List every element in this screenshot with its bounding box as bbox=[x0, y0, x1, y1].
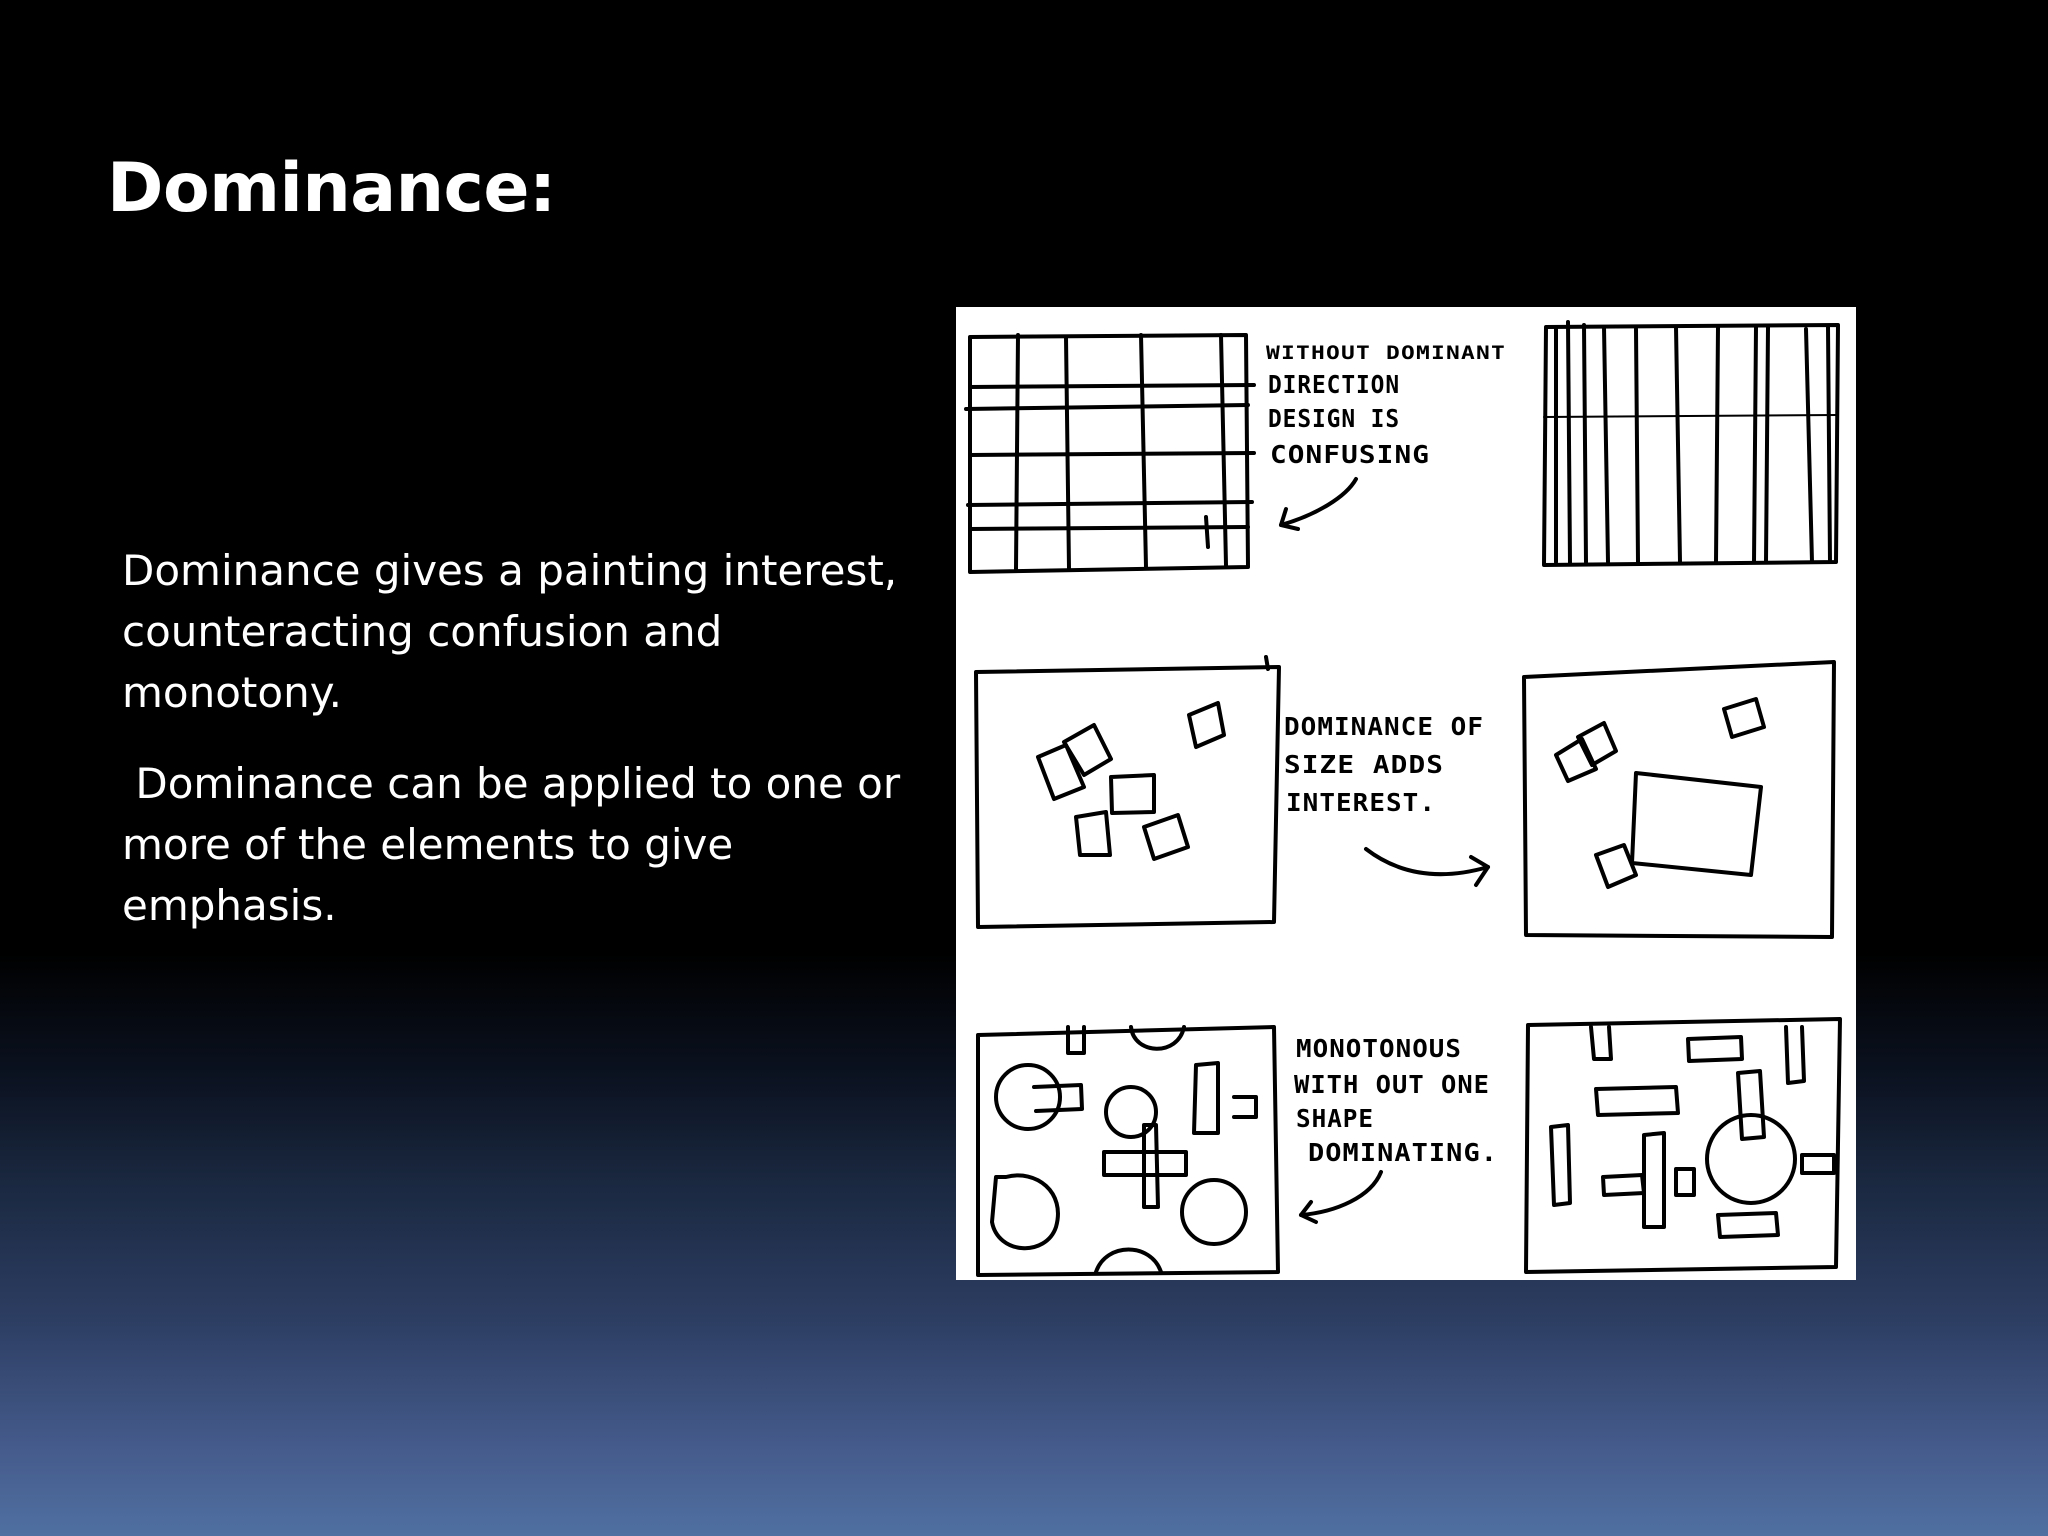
svg-text:WITHOUT DOMINANT: WITHOUT DOMINANT bbox=[1266, 342, 1506, 364]
arrow-direction bbox=[1281, 479, 1356, 525]
dominance-sketch-illustration bbox=[956, 307, 1856, 1280]
svg-text:DESIGN IS: DESIGN IS bbox=[1268, 404, 1400, 433]
dominant-shape-sketch bbox=[1526, 1019, 1840, 1272]
svg-text:SHAPE: SHAPE bbox=[1296, 1104, 1374, 1133]
annotation-shape bbox=[1294, 1034, 1498, 1167]
small-shapes-sketch bbox=[976, 657, 1279, 927]
svg-text:WITH OUT ONE: WITH OUT ONE bbox=[1294, 1070, 1490, 1099]
paragraph-emphasis: Dominance can be applied to one or more of the elements to give emphasis. bbox=[122, 759, 914, 930]
sketch-drawing bbox=[956, 307, 1856, 1280]
paragraph-interest: Dominance gives a painting interest, counteracting confusion and monotony. bbox=[122, 546, 911, 717]
slide-title: Dominance: bbox=[107, 149, 556, 228]
body-text bbox=[122, 540, 922, 966]
svg-text:DIRECTION: DIRECTION bbox=[1268, 370, 1400, 399]
svg-text:CONFUSING: CONFUSING bbox=[1270, 440, 1430, 469]
monotonous-shapes-sketch bbox=[978, 1027, 1278, 1275]
vertical-lines-sketch bbox=[1544, 322, 1838, 565]
annotation-size bbox=[1284, 712, 1484, 817]
arrow-size bbox=[1366, 849, 1488, 874]
annotation-direction bbox=[1266, 342, 1506, 469]
arrow-shape bbox=[1301, 1172, 1381, 1215]
svg-text:DOMINATING.: DOMINATING. bbox=[1308, 1138, 1498, 1167]
confusing-grid-sketch bbox=[966, 335, 1254, 572]
dominant-size-sketch bbox=[1524, 662, 1834, 937]
svg-text:INTEREST.: INTEREST. bbox=[1286, 788, 1436, 817]
svg-text:SIZE ADDS: SIZE ADDS bbox=[1284, 750, 1444, 779]
svg-text:MONOTONOUS: MONOTONOUS bbox=[1296, 1034, 1462, 1063]
svg-text:DOMINANCE OF: DOMINANCE OF bbox=[1284, 712, 1484, 741]
